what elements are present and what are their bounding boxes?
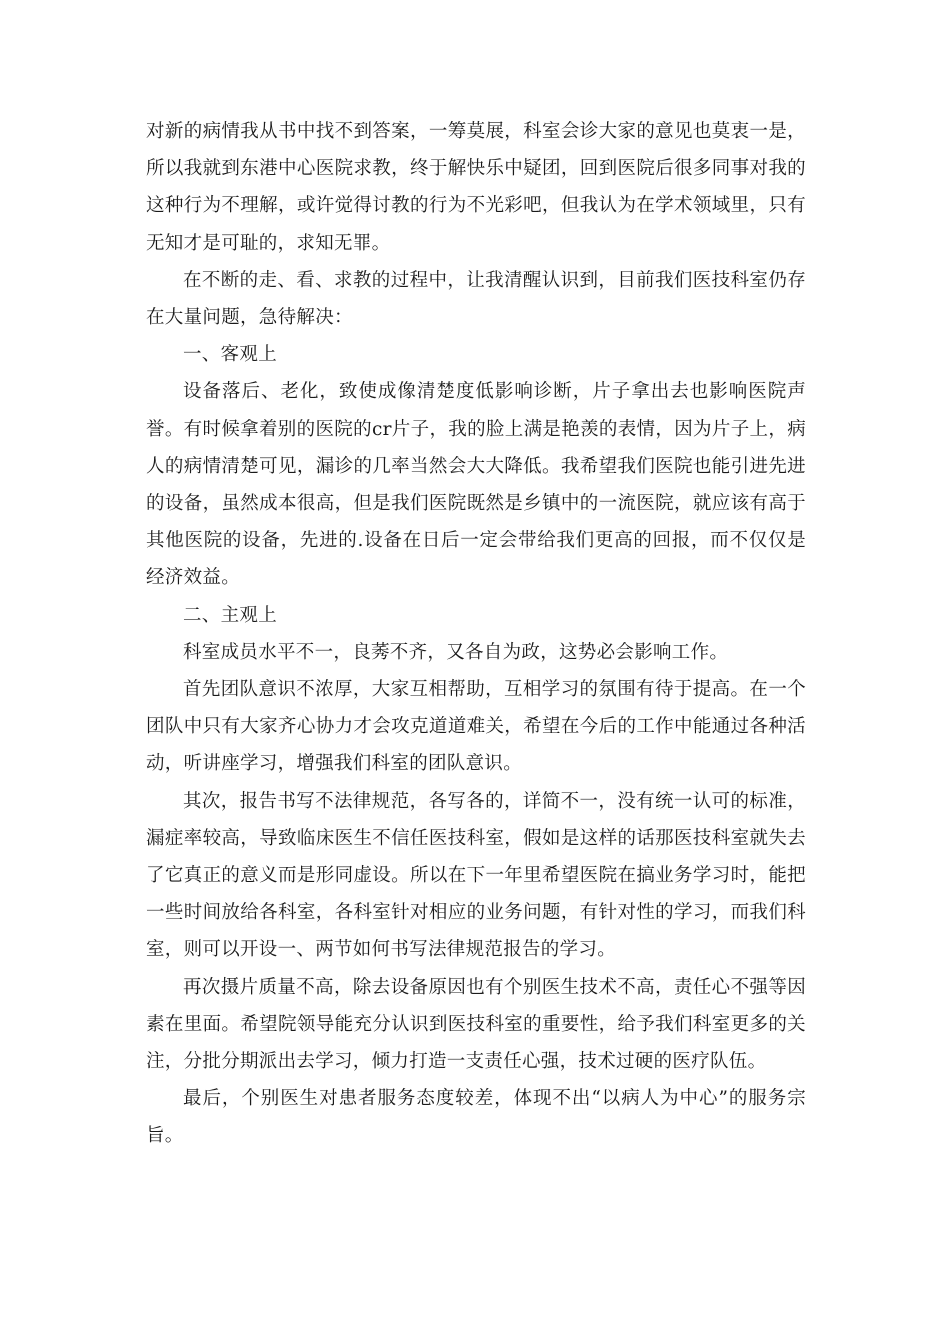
paragraph-teamwork: 首先团队意识不浓厚，大家互相帮助，互相学习的氛围有待于提高。在一个团队中只有大家齐心协力才会攻克道道难关，希望在今后的工作中能通过各种活动，听讲座学习，增强我们科室的团队意识。 xyxy=(146,679,806,775)
paragraph-staff-level: 科室成员水平不一，良莠不齐，又各自为政，这势必会影响工作。 xyxy=(183,641,729,663)
paragraph-equipment: 设备落后、老化，致使成像清楚度低影响诊断，片子拿出去也影响医院声誉。有时候拿着别的医院的cr片子，我的脸上满是艳羡的表情，因为片子上，病人的病情清楚可见，漏诊的几率当然会大大降低。我希望我们医院也能引进先进的设备，虽然成本很高，但是我们医院既然是乡镇中的一流医院，就应该有高于其他医院的设备，先进的.设备在日后一定会带给我们更高的回报，而不仅仅是经济效益。 xyxy=(146,381,806,589)
document-body xyxy=(146,113,806,1155)
section-heading-objective: 一、客观上 xyxy=(183,344,278,366)
paragraph-film-quality: 再次摄片质量不高，除去设备原因也有个别医生技术不高，责任心不强等因素在里面。希望院领导能充分认识到医技科室的重要性，给予我们科室更多的关注，分批分期派出去学习，倾力打造一支责任心强，技术过硬的医疗队伍。 xyxy=(146,976,806,1073)
paragraph-continuation: 对新的病情我从书中找不到答案，一筹莫展，科室会诊大家的意见也莫衷一是，所以我就到东港中心医院求教，终于解快乐中疑团，回到医院后很多同事对我的这种行为不理解，或许觉得讨教的行为不光彩吧，但我认为在学术领域里，只有无知才是可耻的，求知无罪。 xyxy=(146,121,806,254)
paragraph-problems-intro: 在不断的走、看、求教的过程中，让我清醒认识到，目前我们医技科室仍存在大量问题，急待解决： xyxy=(146,269,806,329)
paragraph-reports: 其次，报告书写不法律规范，各写各的，详简不一，没有统一认可的标准，漏症率较高，导致临床医生不信任医技科室，假如是这样的话那医技科室就失去了它真正的意义而是形同虚设。所以在下一年里希望医院在搞业务学习时，能把一些时间放给各科室，各科室针对相应的业务问题，有针对性的学习，而我们科室，则可以开设一、两节如何书写法律规范报告的学习。 xyxy=(146,790,806,961)
section-heading-subjective: 二、主观上 xyxy=(183,604,278,626)
paragraph-service-attitude: 最后，个别医生对患者服务态度较差，体现不出“以病人为中心”的服务宗旨。 xyxy=(146,1088,806,1147)
